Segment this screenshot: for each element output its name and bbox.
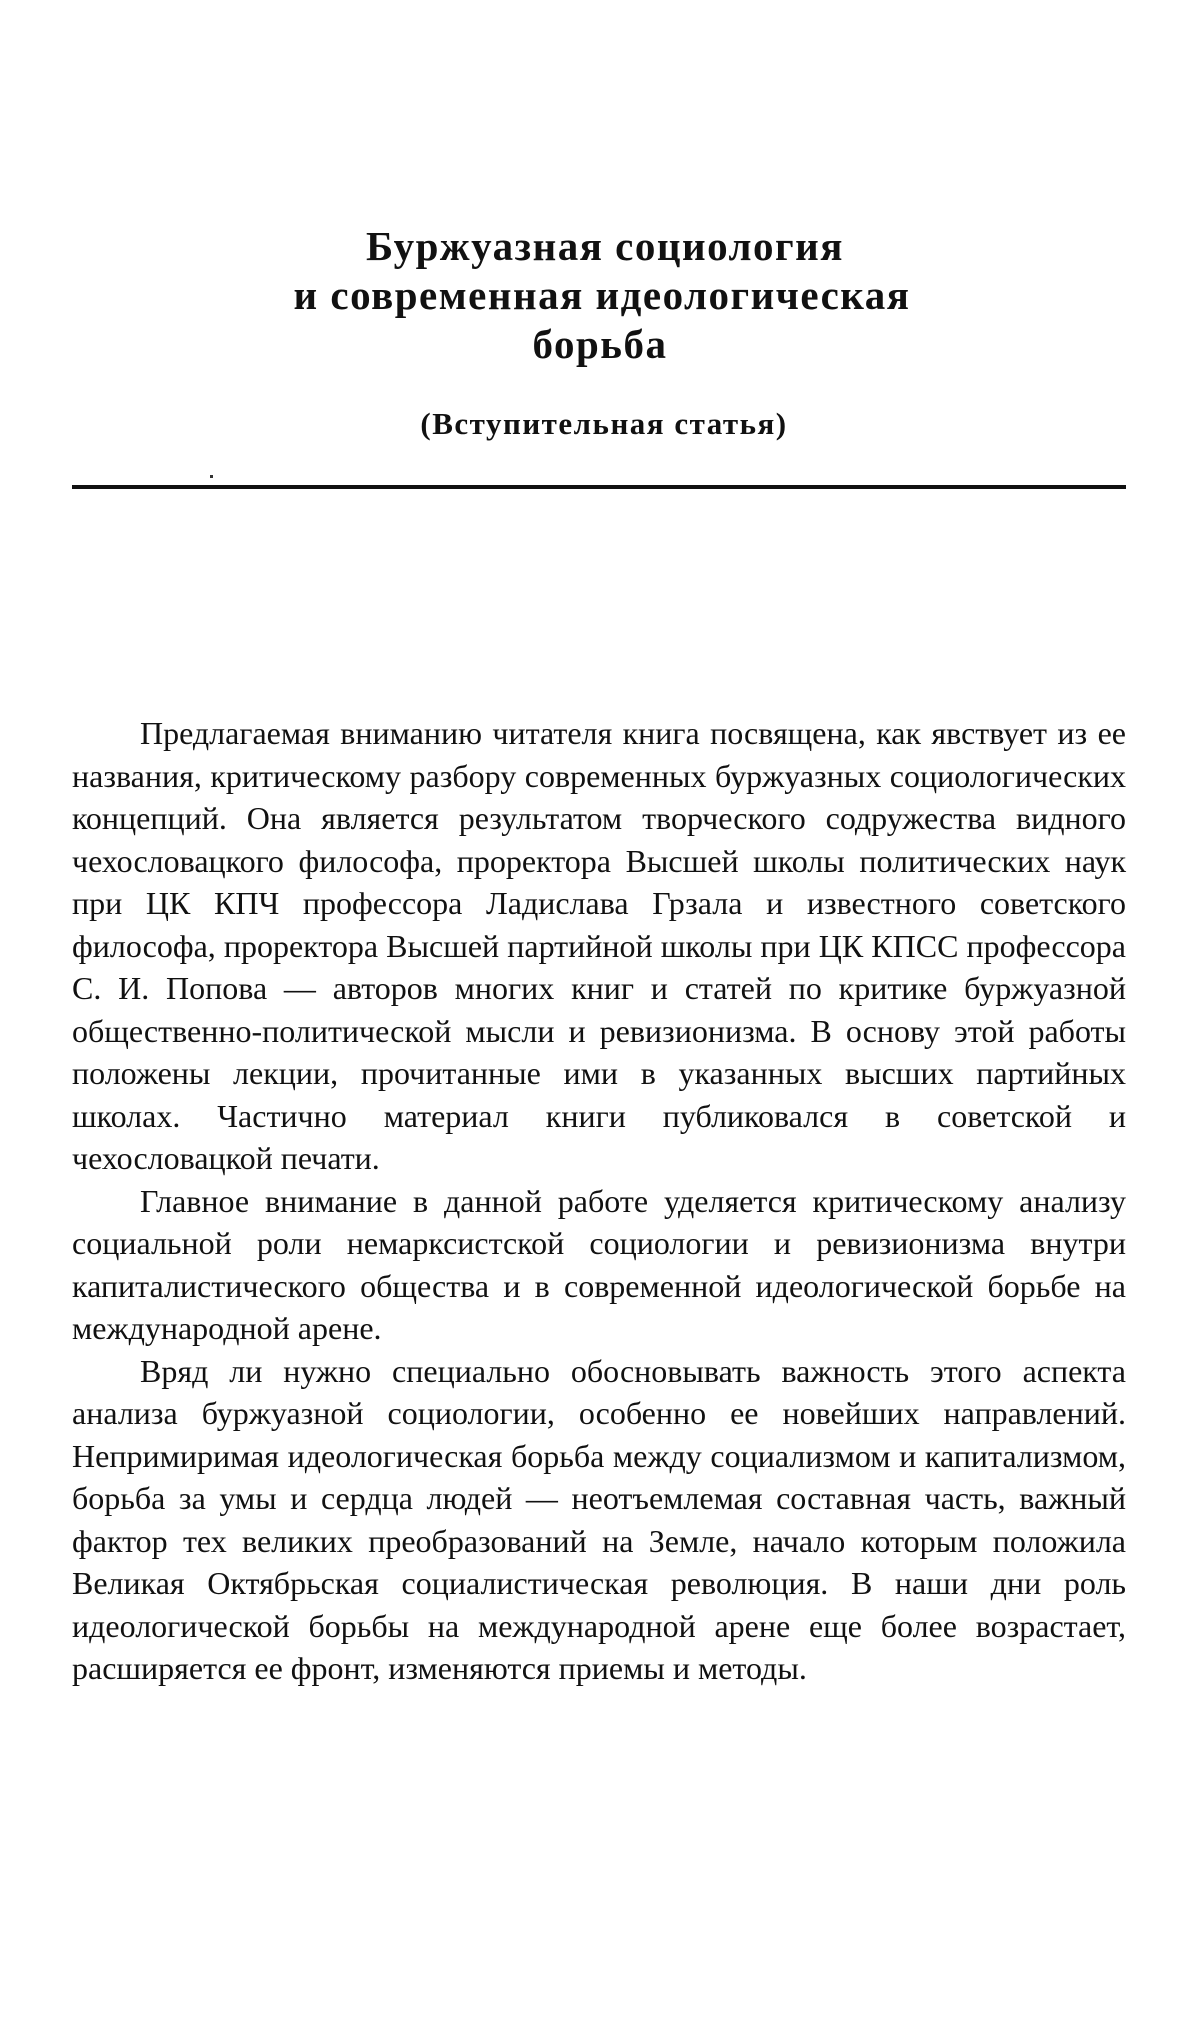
body-text: [72, 712, 1126, 1690]
paragraph-1: Предлагаемая вниманию читателя книга посвящена, как явствует из ее названия, критическому разбору современных буржуазных социологических концепций. Она является результатом творческого содружества видного чехословацкого философа, проректора Высшей школы политических наук при ЦК КПЧ профессора Ладислава Грзала и известного советского философа, проректора Высшей партийной школы при ЦК КПСС профессора С. И. Попова — авторов многих книг и статей по критике буржуазной общественно-политической мысли и ревизионизма. В основу этой работы положены лекции, прочитанные ими в указанных высших партийных школах. Частично материал книги публиковался в советской и чехословацкой печати.: [72, 715, 1126, 1176]
chapter-title: [0, 222, 1200, 369]
title-line-1: Буржуазная социология: [366, 223, 844, 269]
divider-mark: [210, 475, 213, 478]
title-line-3: борьба: [532, 321, 668, 367]
paragraph-2: Главное внимание в данной работе уделяется критическому анализу социальной роли немарксистской социологии и ревизионизма внутри капиталистического общества и в современной идеологической борьбе на международной арене.: [72, 1182, 1126, 1346]
title-line-2: и современная идеологическая: [293, 272, 911, 318]
paragraph-3: Вряд ли нужно специально обосновывать важность этого аспекта анализа буржуазной социологии, особенно ее новейших направлений. Непримиримая идеологическая борьба между социализмом и капитализмом, борьба за умы и сердца людей — неотъемлемая составная часть, важный фактор тех великих преобразований на Земле, начало которым положила Великая Октябрьская социалистическая революция. В наши дни роль идеологической борьбы на международной арене еще более возрастает, расширяется ее фронт, изменяются приемы и методы.: [72, 1352, 1126, 1686]
chapter-subtitle: (Вступительная статья): [420, 406, 788, 441]
horizontal-divider: [72, 485, 1126, 489]
